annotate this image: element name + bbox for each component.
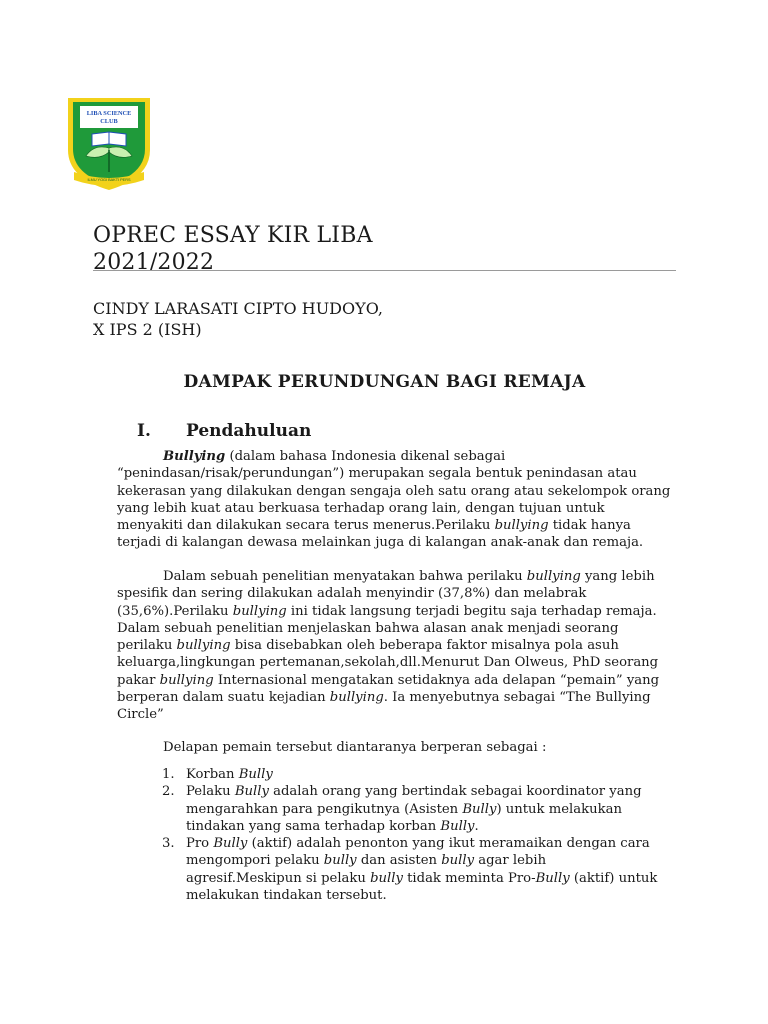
paragraph-text: ini tidak langsung terjadi begitu saja terhadap remaja. Dalam sebuah penelitian menjelaskan bahwa alasan anak menjadi seorang perilaku (117, 603, 657, 654)
section-heading (137, 421, 311, 441)
list-item (162, 835, 682, 904)
list-number: 2. (162, 784, 175, 800)
essay-title: DAMPAK PERUNDUNGAN BAGI REMAJA (183, 372, 586, 392)
liba-science-club-logo (64, 92, 154, 192)
list-text: adalah orang yang bertindak sebagai koordinator yang mengarahkan para pengikutnya (Asisten (186, 784, 642, 817)
list-number: 1. (162, 767, 175, 782)
italic-term: Bully (440, 818, 475, 834)
italic-term: bullying (526, 569, 581, 584)
list-text: Pro (186, 836, 214, 852)
italic-term: Bully (462, 801, 497, 817)
section-number: I. (137, 421, 151, 441)
list-text: ) untuk melakukan tindakan yang sama terhadap korban (186, 801, 622, 834)
italic-term: bullying (232, 603, 287, 619)
list-text: tidak meminta Pro- (402, 870, 536, 886)
paragraph-text: . Ia menyebutnya sebagai “The Bullying Circle” (117, 690, 651, 723)
logo-motto: ILMU YOGI BAKTI PERS (87, 178, 131, 182)
italic-term: Bully (238, 767, 273, 782)
paragraph-text: Dalam sebuah penelitian menyatakan bahwa perilaku (163, 569, 527, 584)
title-year: 2021/2022 (93, 250, 215, 275)
paragraph-intro (117, 448, 679, 552)
list-text: (aktif) untuk melakukan tindakan tersebut. (186, 870, 658, 904)
title-divider (93, 270, 676, 271)
italic-term: Bully (213, 836, 248, 852)
logo-label-line2: CLUB (100, 118, 118, 125)
list-text: Korban (186, 767, 239, 782)
role-list (162, 766, 682, 904)
italic-term: bullying (176, 638, 231, 654)
list-text: agar lebih agresif.Meskipun si pelaku (186, 853, 547, 886)
list-item (162, 783, 682, 835)
list-text: dan asisten (356, 853, 442, 869)
term-bullying: Bullying (163, 449, 226, 464)
italic-term: bully (370, 870, 403, 886)
section-title: Pendahuluan (186, 421, 312, 441)
italic-term: Bully (535, 870, 570, 886)
author-name: CINDY LARASATI CIPTO HUDOYO, (93, 299, 383, 318)
italic-term: Bully (234, 784, 269, 800)
italic-term: bully (441, 853, 475, 869)
paragraph-text: (dalam bahasa Indonesia dikenal sebagai “penindasan/risak/perundungan”) merupakan segala bentuk penindasan atau kekerasan yang dilakukan dengan sengaja oleh satu orang atau sekelompok orang yang lebih kuat atau berkuasa terhadap orang lain, dengan tujuan untuk menyakiti dan dilakukan secara terus menerus.Perilaku (117, 449, 671, 534)
italic-term: bullying (329, 690, 384, 706)
paragraph-text: bisa disebabkan oleh beberapa faktor misalnya pola asuh keluarga,lingkungan pertemanan,sekolah,dll.Menurut Dan Olweus, PhD seorang pakar (117, 638, 659, 688)
paragraph-text: tidak hanya terjadi di kalangan dewasa melainkan juga di kalangan anak-anak dan remaja. (117, 518, 644, 551)
paragraph-list-intro: Delapan pemain tersebut diantaranya berperan sebagai : (163, 740, 547, 755)
list-text: Pelaku (186, 784, 235, 800)
title-line1: OPREC ESSAY KIR LIBA (93, 223, 373, 248)
italic-term: bullying (159, 672, 214, 688)
paragraph-research (117, 568, 679, 724)
list-text: . (474, 818, 479, 834)
document-title (93, 222, 373, 276)
author-block (93, 298, 383, 340)
paragraph-text: yang lebih spesifik dan sering dilakukan adalah menyindir (37,8%) dan melabrak (35,6%).Perilaku (117, 569, 655, 619)
author-class: X IPS 2 (ISH) (93, 320, 202, 339)
italic-term: bullying (494, 518, 549, 534)
logo-label-line1: LIBA SCIENCE (86, 110, 132, 117)
list-text: (aktif) adalah penonton yang ikut meramaikan dengan cara mengompori pelaku (186, 836, 650, 869)
italic-term: bully (323, 853, 357, 869)
paragraph-text: Internasional mengatakan setidaknya ada delapan “pemain” yang berperan dalam suatu kejadian (117, 672, 660, 706)
list-item (162, 766, 682, 783)
list-number: 3. (162, 836, 175, 852)
